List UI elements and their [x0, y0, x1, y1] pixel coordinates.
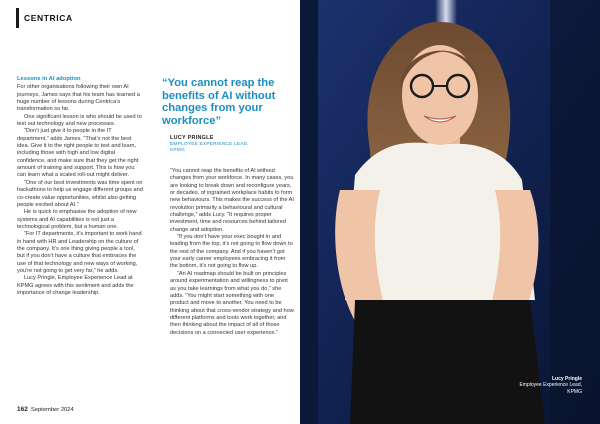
paragraph: He is quick to emphasise the adoption of new systems and AI capabilities is not just a technological problem, but a human one.	[17, 209, 137, 230]
issue-date: September 2024	[30, 407, 74, 413]
portrait-illustration	[300, 0, 600, 424]
quote-org-line: KPMG	[170, 147, 185, 153]
paragraph: “If you don’t have your exec bought in and leading from the top, it’s not going to flow down to the rest of the company. And if you haven’t got your early career employees embracing it from the bottom, it’s not going to flow up.	[170, 234, 293, 270]
page-folio	[17, 406, 74, 413]
photo-caption	[519, 376, 582, 395]
pull-quote: “You cannot reap the benefits of AI without changes from your workforce”	[162, 77, 276, 127]
paragraph: “You cannot reap the benefits of AI without changes from your workforce. In many cases, you are looking to break down and reconfigure years, or decades, of ingrained workplace habits to form new behaviours. This makes the success of the AI revolution primarily a behavioural and cultural challenge,” adds Lucy. “It requires proper investment, time and resources behind tailored change and adoption.	[170, 168, 294, 233]
subheading: Lessons in AI adoption	[17, 76, 81, 82]
paragraph: “An AI roadmap should be built on principles around experimentation and willingness to pivot as you take learnings from what you do,” she adds. “You might start something with one product and move to another. You need to be thinking about that cross-vendor strategy and how different platforms and tools work together, and then thinking about the impact of all of those decisions on a connected user experience.”	[170, 270, 294, 336]
body-column-middle	[170, 168, 294, 337]
caption-name: Lucy Pringle	[551, 376, 582, 382]
section-marker	[16, 8, 19, 28]
quote-role-line: EMPLOYEE EXPERIENCE LEAD,	[170, 142, 249, 147]
portrait-photo	[300, 0, 600, 424]
paragraph: “For IT departments, it’s important to work hand in hand with HR and Leadership on the culture of the company. It’s one thing giving people a tool, but if you don’t have a culture that embraces the use of that technology and new ways of working, you’re not going to get very far,” he adds.	[17, 231, 142, 274]
quote-attribution-role	[170, 142, 280, 154]
section-title: CENTRICA	[24, 13, 73, 23]
paragraph: “Don’t just give it to people in the IT department,” adds James. “That’s not the best idea. Give it to the right people to test and learn, including those with high and low digital confidence, and make sure that they get the right amount of training and support. This is how you can learn what a scaled roll-out might deliver.	[17, 128, 139, 179]
paragraph: Lucy Pringle, Employee Experience Lead at KPMG agrees with this sentiment and adds the importance of change leadership.	[17, 275, 134, 296]
paragraph: One significant lesson is who should be used to test out technology and new processes.	[17, 113, 142, 128]
body-column-left	[17, 76, 143, 297]
quote-attribution-name: LUCY PRINGLE	[170, 135, 214, 141]
page-number: 162	[17, 406, 28, 413]
caption-role: Employee Experience Lead,	[519, 382, 582, 389]
paragraph: “One of our best investments was time spent on hackathons to help us engage different groups and co-create value opportunities, whilst also getting people excited about AI.”	[17, 179, 143, 208]
paragraph: For other organisations following their own AI journeys, James says that his team has learned a huge number of lessons during Centrica’s transformation so far.	[17, 84, 140, 113]
caption-org: KPMG	[567, 388, 582, 395]
